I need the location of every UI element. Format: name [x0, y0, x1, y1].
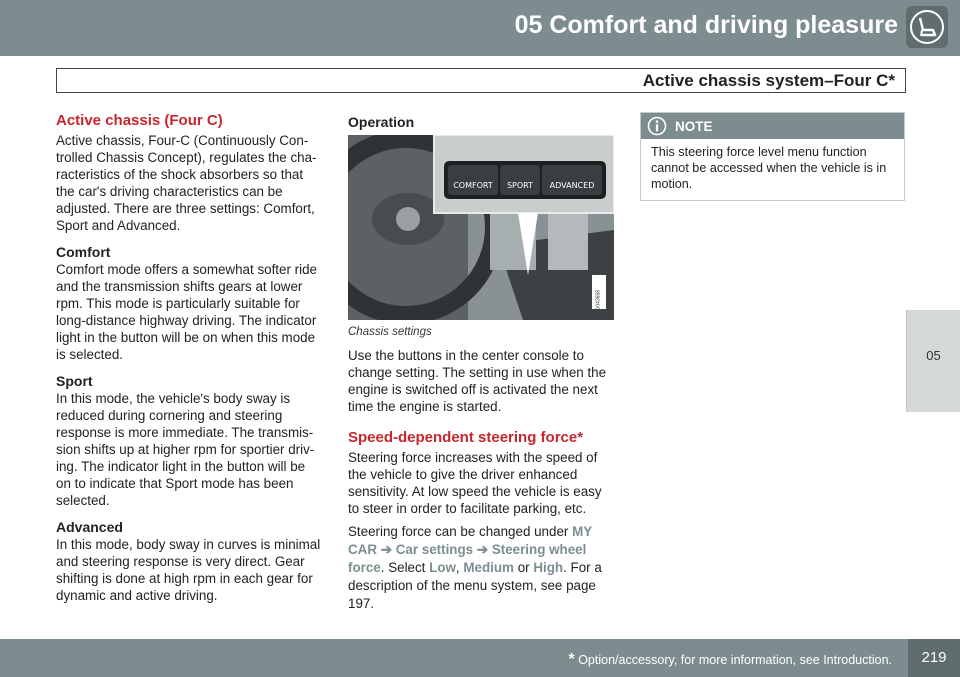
heading-active-chassis: Active chassis (Four C) — [56, 112, 223, 129]
intro-paragraph: Active chassis, Four-C (Continuously Con-trolled Chassis Concept), regulates the cha-racteristics of the shock absorbers so that the car's driving characteristics can be adjusted. There are three settings: Comfort, Sport and Advanced. — [56, 133, 317, 233]
end-text: . For a description of the menu system, see page 197. — [348, 560, 602, 611]
comma: , — [455, 560, 464, 575]
button-label-sport: SPORT — [506, 181, 534, 190]
select-text: . Select — [380, 560, 430, 575]
column-left — [56, 112, 322, 604]
comfort-paragraph: Comfort mode offers a somewhat softer ride and the transmission shifts gears at lower rpm. This mode is particularly suitable for long-distance highway driving. The indicator light in the button will be on when this mode is selected. — [56, 262, 317, 362]
note-box — [640, 112, 905, 201]
footnote-asterisk: * — [568, 651, 575, 668]
heading-comfort: Comfort — [56, 244, 111, 260]
chapter-title: 05 Comfort and driving pleasure — [514, 11, 898, 39]
menu-path-paragraph — [348, 523, 616, 613]
advanced-paragraph: In this mode, body sway in curves is minimal and steering response is very direct. Gear shifting is done at high rpm in each gear for dynamic and active driving. — [56, 537, 321, 603]
option-low: Low — [429, 560, 456, 575]
page-number: 219 — [921, 649, 947, 666]
section-bar — [56, 68, 906, 93]
footnote — [568, 651, 892, 669]
photo-caption: Chassis settings — [348, 326, 432, 338]
note-text: This steering force level menu function cannot be accessed when the vehicle is in motion. — [651, 145, 887, 191]
or-text: or — [513, 560, 534, 575]
menu-my-car: MY CAR — [348, 524, 592, 557]
note-header — [641, 113, 904, 139]
heading-steering-force: Speed-dependent steering force* — [348, 429, 584, 446]
note-title: NOTE — [675, 119, 713, 134]
operation-paragraph: Use the buttons in the center console to change setting. The setting in use when the engine is switched off is activated the next time the engine is started. — [348, 348, 607, 414]
chassis-settings-photo — [348, 135, 614, 320]
section-title: Active chassis system–Four C* — [642, 71, 895, 90]
dashboard-illustration — [348, 135, 614, 320]
button-label-comfort: COMFORT — [453, 181, 493, 190]
page-number-box — [908, 639, 960, 677]
column-middle — [348, 112, 616, 613]
chapter-side-tab-label: 05 — [926, 348, 941, 363]
change-prefix: Steering force can be changed under — [348, 524, 573, 539]
chapter-header-bar — [0, 0, 960, 56]
arrow-icon: ➔ — [380, 542, 392, 557]
footer-bar — [0, 639, 908, 677]
heading-sport: Sport — [56, 373, 93, 389]
heading-advanced: Advanced — [56, 519, 123, 535]
arrow-icon: ➔ — [476, 542, 489, 557]
option-medium: Medium — [463, 560, 514, 575]
sport-paragraph: In this mode, the vehicle's body sway is reduced during cornering and steering response is more immediate. The transmis-sion shifts up at higher rpm for sportier driv-ing. The indicator light in the button will be on to indicate that Sport mode has been selected. — [56, 391, 315, 508]
chapter-side-tab[interactable] — [906, 310, 960, 412]
menu-car-settings: Car settings — [395, 542, 474, 557]
seat-icon — [906, 6, 948, 48]
option-high: High — [533, 560, 564, 575]
menu-steering-force: Steering wheel force — [348, 542, 587, 575]
image-code: G043658 — [595, 289, 602, 311]
steering-paragraph: Steering force increases with the speed of the vehicle to give the driver enhanced sensitivity. At low speed the vehicle is easy to steer in order to facilitate parking, etc. — [348, 450, 602, 516]
button-label-advanced: ADVANCED — [549, 181, 595, 190]
footnote-text: Option/accessory, for more information, see Introduction. — [574, 653, 892, 667]
heading-operation: Operation — [348, 114, 415, 130]
info-icon — [647, 116, 667, 140]
column-right — [640, 112, 905, 201]
